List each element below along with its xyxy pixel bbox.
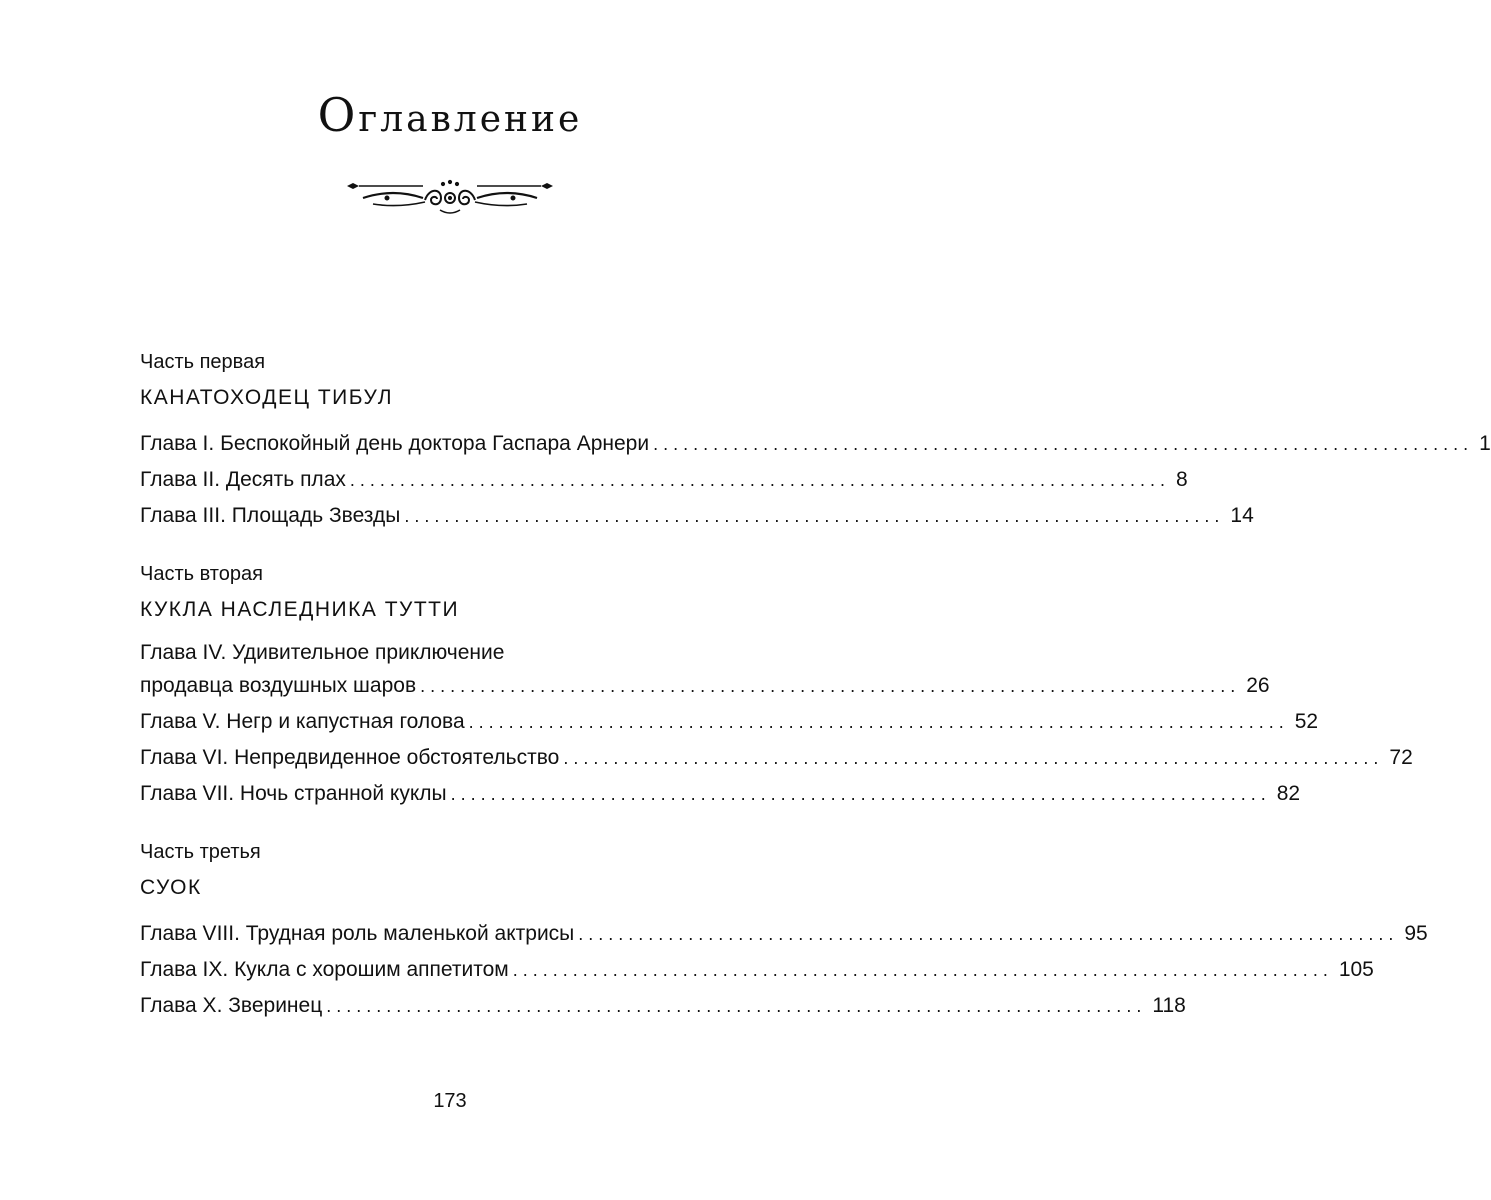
dot-leader: ..................................................................................: [450, 784, 1271, 804]
toc-entry[interactable]: [140, 776, 1301, 812]
page-number: 1: [1479, 432, 1491, 455]
dot-leader: ..................................................................................: [404, 506, 1225, 526]
chapter-title: Глава VII. Ночь странной куклы: [140, 782, 447, 805]
part-label: Часть первая: [140, 351, 266, 373]
dot-leader: ..................................................................................: [349, 470, 1170, 490]
toc-entry[interactable]: [140, 916, 1428, 952]
toc-entry[interactable]: [140, 988, 1186, 1024]
dot-leader: ..................................................................................: [326, 996, 1147, 1016]
chapter-title: Глава IX. Кукла с хорошим аппетитом: [140, 958, 509, 981]
chapter-title-line1: Глава IV. Удивительное приключение: [140, 641, 505, 664]
page-number: 82: [1276, 782, 1301, 805]
page-number: 95: [1404, 922, 1428, 945]
chapter-title: Глава I. Беспокойный день доктора Гаспара Арнери: [140, 432, 650, 455]
part-title: КАНАТОХОДЕЦ ТИБУЛ: [140, 386, 393, 409]
page-number: 118: [1152, 994, 1186, 1017]
chapter-title: Глава X. Зверинец: [140, 994, 323, 1017]
page-number: 14: [1230, 504, 1254, 527]
page-title-rest: главление: [358, 99, 583, 140]
toc-entry[interactable]: [140, 704, 1319, 740]
page-number: 8: [1175, 468, 1188, 491]
dot-leader: ..................................................................................: [578, 924, 1399, 944]
chapter-title: Глава V. Негр и капустная голова: [140, 710, 465, 733]
chapter-title: Глава II. Десять плах: [140, 468, 346, 491]
dot-leader: ..................................................................................: [653, 434, 1474, 454]
page-title-initial: О: [317, 88, 359, 142]
chapter-title: Глава VIII. Трудная роль маленькой актрисы: [140, 922, 575, 945]
toc-entry[interactable]: [140, 462, 1188, 498]
toc-entry[interactable]: [140, 498, 1254, 534]
chapter-title: Глава VI. Непредвиденное обстоятельство: [140, 746, 560, 769]
page-number: 26: [1246, 674, 1270, 697]
scroll-ornament-icon: [343, 178, 557, 218]
chapter-title: продавца воздушных шаров: [140, 674, 417, 697]
part-label: Часть вторая: [140, 563, 263, 585]
toc-entry[interactable]: [140, 426, 1491, 462]
page-number: 105: [1338, 958, 1374, 981]
dot-leader: ..................................................................................: [420, 676, 1241, 696]
chapter-title: Глава III. Площадь Звезды: [140, 504, 401, 527]
dot-leader: ..................................................................................: [468, 712, 1289, 732]
part-title: КУКЛА НАСЛЕДНИКА ТУТТИ: [140, 598, 460, 621]
toc-entry[interactable]: [140, 740, 1413, 776]
dot-leader: ..................................................................................: [563, 748, 1384, 768]
toc-part-2: [140, 560, 1413, 812]
toc-entry[interactable]: [140, 952, 1374, 988]
toc-part-1: [140, 348, 1491, 534]
part-label: Часть третья: [140, 841, 261, 863]
table-of-contents: [140, 348, 1491, 1024]
toc-entry[interactable]: [140, 638, 1270, 704]
toc-part-3: [140, 838, 1428, 1024]
page-folio: 173: [433, 1090, 467, 1112]
page-number: 72: [1389, 746, 1413, 769]
page-title: [0, 88, 900, 142]
page-number: 52: [1294, 710, 1319, 733]
part-title: СУОК: [140, 876, 202, 899]
dot-leader: ..................................................................................: [512, 960, 1333, 980]
